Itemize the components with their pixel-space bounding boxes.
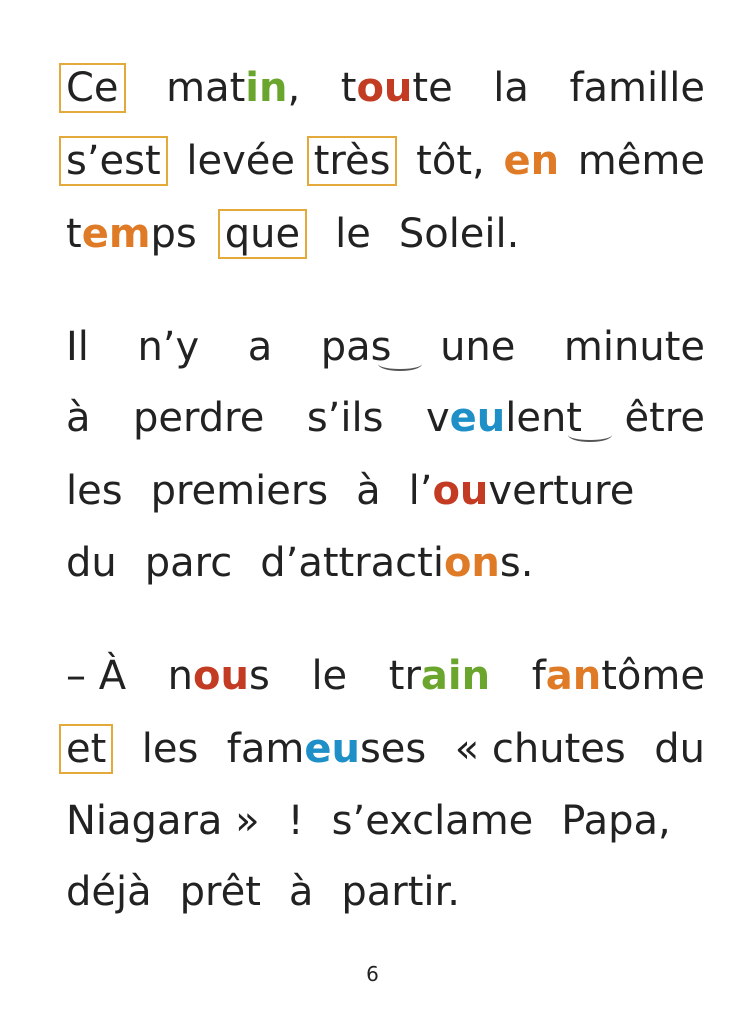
word-part: que — [224, 211, 301, 257]
word — [288, 793, 304, 849]
word-part: s’est — [66, 138, 161, 184]
word-part: et — [66, 726, 107, 772]
word — [625, 390, 705, 446]
liaison-mark — [568, 428, 612, 442]
page-number: 6 — [366, 962, 379, 986]
word — [137, 319, 199, 375]
text-line — [66, 648, 705, 704]
word-part: à — [66, 395, 91, 441]
word — [59, 724, 113, 774]
word — [133, 390, 264, 446]
word — [389, 648, 490, 704]
word — [335, 206, 371, 262]
word-part: être — [624, 395, 705, 441]
word — [151, 463, 329, 519]
word-part: « chutes — [454, 726, 626, 772]
word — [289, 864, 314, 920]
word-part: f — [531, 653, 546, 699]
word — [66, 793, 260, 849]
word-part: ses — [359, 726, 427, 772]
word-part: t — [66, 211, 82, 257]
word-part: du — [66, 540, 117, 586]
word-part: s — [249, 653, 270, 699]
word — [341, 864, 460, 920]
word-part: ! — [287, 798, 304, 844]
word-part: perdre — [133, 395, 265, 441]
word-part: Niagara » — [66, 798, 260, 844]
word-part: tôt, — [416, 138, 485, 184]
word — [66, 390, 91, 446]
word-part: Papa, — [561, 798, 671, 844]
word-part: fam — [226, 726, 305, 772]
word-part: – À — [66, 653, 127, 699]
word — [59, 136, 168, 186]
word-part: du — [654, 726, 705, 772]
word — [66, 463, 123, 519]
word-part: même — [577, 138, 705, 184]
word — [166, 60, 300, 116]
text-line — [66, 463, 705, 519]
word-part: a — [247, 324, 273, 370]
word — [578, 133, 705, 189]
word-part: parc — [144, 540, 233, 586]
colored-sound: en — [503, 138, 560, 184]
word-part: la — [493, 65, 529, 111]
word-part: Soleil. — [398, 211, 520, 257]
word-part: levée — [186, 138, 296, 184]
word-part: Ce — [66, 65, 119, 111]
word — [66, 206, 197, 262]
word — [321, 319, 392, 375]
word — [66, 319, 89, 375]
word-part: tr — [388, 653, 421, 699]
colored-sound: eu — [304, 726, 360, 772]
colored-sound: eu — [449, 395, 506, 441]
word — [409, 463, 635, 519]
word — [307, 390, 384, 446]
word — [426, 390, 582, 446]
word-part: à — [356, 468, 381, 514]
word-part: une — [440, 324, 516, 370]
word — [59, 63, 126, 113]
word-part: s’ils — [306, 395, 384, 441]
word-part: prêt — [179, 869, 261, 915]
word-part: pas — [320, 324, 392, 370]
word — [561, 793, 670, 849]
word — [66, 648, 126, 704]
colored-sound: on — [443, 540, 500, 586]
word — [341, 60, 453, 116]
word — [493, 60, 529, 116]
word — [569, 60, 705, 116]
liaison-mark — [378, 357, 422, 371]
colored-sound: ou — [193, 653, 249, 699]
word-part: , — [287, 65, 301, 111]
colored-sound: in — [245, 65, 288, 111]
word — [142, 721, 199, 777]
text-line — [66, 535, 705, 591]
word — [503, 133, 559, 189]
word — [440, 319, 515, 375]
word — [227, 721, 426, 777]
text-line — [66, 721, 705, 777]
colored-sound: ou — [432, 468, 489, 514]
word — [66, 864, 152, 920]
text-line — [66, 60, 705, 116]
word-part: v — [425, 395, 450, 441]
word-part: ps — [150, 211, 197, 257]
word-part: n’y — [137, 324, 200, 370]
word-part: n — [167, 653, 194, 699]
word — [180, 864, 261, 920]
word — [532, 648, 705, 704]
word — [416, 133, 485, 189]
word-part: les — [141, 726, 199, 772]
text-line — [66, 133, 705, 189]
word-part: mat — [166, 65, 246, 111]
word-part: te — [412, 65, 453, 111]
word-part: s. — [499, 540, 534, 586]
word-part: tôme — [601, 653, 705, 699]
word-part: déjà — [66, 869, 152, 915]
word-part: partir. — [341, 869, 461, 915]
word-part: minute — [563, 324, 705, 370]
word — [66, 535, 117, 591]
word — [307, 136, 398, 186]
word — [248, 319, 273, 375]
word-part: Il — [66, 324, 89, 370]
word-part: famille — [569, 65, 705, 111]
word — [564, 319, 705, 375]
word-part: les — [66, 468, 123, 514]
word-part: premiers — [150, 468, 329, 514]
colored-sound: ou — [356, 65, 413, 111]
word — [332, 793, 534, 849]
word — [260, 535, 533, 591]
colored-sound: an — [545, 653, 602, 699]
word-part: d’attracti — [260, 540, 444, 586]
word-part: lent — [505, 395, 582, 441]
word-part: t — [340, 65, 357, 111]
word — [356, 463, 381, 519]
colored-sound: em — [81, 211, 151, 257]
word — [311, 648, 347, 704]
word-part: s’exclame — [331, 798, 534, 844]
text-line — [66, 390, 705, 446]
word — [399, 206, 520, 262]
text-line — [66, 206, 705, 262]
word — [186, 133, 295, 189]
word — [168, 648, 270, 704]
word-part: l’ — [408, 468, 433, 514]
word-part: très — [313, 138, 391, 184]
colored-sound: ain — [420, 653, 491, 699]
word-part: à — [288, 869, 314, 915]
word-part: verture — [488, 468, 635, 514]
word — [654, 721, 705, 777]
word-part: le — [311, 653, 348, 699]
word-part: le — [335, 211, 371, 257]
text-line — [66, 793, 705, 849]
text-line — [66, 864, 705, 920]
word — [218, 209, 307, 259]
word — [455, 721, 626, 777]
text-line — [66, 319, 705, 375]
word — [145, 535, 232, 591]
